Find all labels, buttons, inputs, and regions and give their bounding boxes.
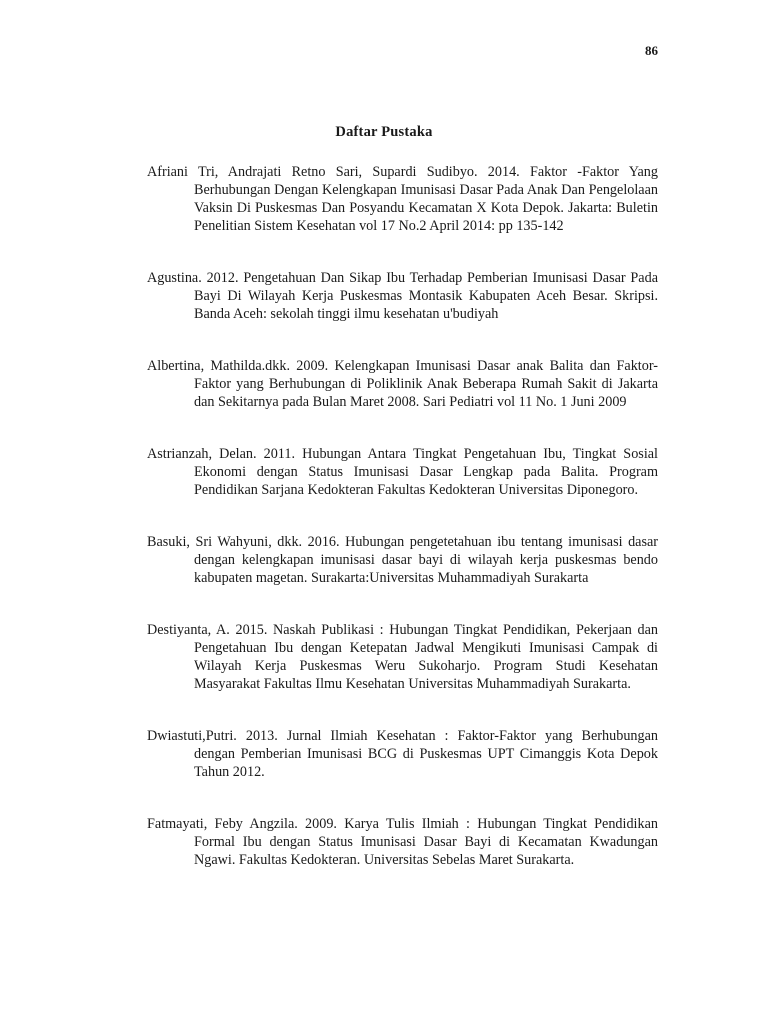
- reference-entry: Basuki, Sri Wahyuni, dkk. 2016. Hubungan pengetetahuan ibu tentang imunisasi dasar dengan kelengkapan imunisasi dasar bayi di wilayah kerja puskesmas bendo kabupaten magetan. Surakarta:Universitas Muhammadiyah Surakarta: [147, 534, 658, 586]
- reference-entry: Agustina. 2012. Pengetahuan Dan Sikap Ibu Terhadap Pemberian Imunisasi Dasar Pada Bayi Di Wilayah Kerja Puskesmas Montasik Kabupaten Aceh Besar. Skripsi. Banda Aceh: sekolah tinggi ilmu kesehatan u'budiyah: [147, 270, 658, 322]
- page-number: 86: [645, 43, 658, 58]
- reference-entry: Afriani Tri, Andrajati Retno Sari, Supardi Sudibyo. 2014. Faktor -Faktor Yang Berhubungan Dengan Kelengkapan Imunisasi Dasar Pada Anak Dan Pengelolaan Vaksin Di Puskesmas Dan Posyandu Kecamatan X Kota Depok. Jakarta: Buletin Penelitian Sistem Kesehatan vol 17 No.2 April 2014: pp 135-142: [147, 164, 658, 234]
- reference-entry: Albertina, Mathilda.dkk. 2009. Kelengkapan Imunisasi Dasar anak Balita dan Faktor-Faktor yang Berhubungan di Poliklinik Anak Beberapa Rumah Sakit di Jakarta dan Sekitarnya pada Bulan Maret 2008. Sari Pediatri vol 11 No. 1 Juni 2009: [147, 358, 658, 410]
- page-title: Daftar Pustaka: [335, 124, 433, 140]
- reference-entry: Astrianzah, Delan. 2011. Hubungan Antara Tingkat Pengetahuan Ibu, Tingkat Sosial Ekonomi dengan Status Imunisasi Dasar Lengkap pada Balita. Program Pendidikan Sarjana Kedokteran Fakultas Kedokteran Universitas Diponegoro.: [147, 446, 658, 498]
- reference-entry: Fatmayati, Feby Angzila. 2009. Karya Tulis Ilmiah : Hubungan Tingkat Pendidikan Formal Ibu dengan Status Imunisasi Dasar Bayi di Kecamatan Kwadungan Ngawi. Fakultas Kedokteran. Universitas Sebelas Maret Surakarta.: [147, 816, 658, 868]
- reference-list: [147, 163, 658, 869]
- reference-entry: Destiyanta, A. 2015. Naskah Publikasi : Hubungan Tingkat Pendidikan, Pekerjaan dan Pengetahuan Ibu dengan Ketepatan Jadwal Mengikuti Imunisasi Campak di Wilayah Kerja Puskesmas Weru Sukoharjo. Program Studi Kesehatan Masyarakat Fakultas Ilmu Kesehatan Universitas Muhammadiyah Surakarta.: [147, 622, 658, 692]
- reference-entry: Dwiastuti,Putri. 2013. Jurnal Ilmiah Kesehatan : Faktor-Faktor yang Berhubungan dengan Pemberian Imunisasi BCG di Puskesmas UPT Cimanggis Kota Depok Tahun 2012.: [147, 728, 658, 780]
